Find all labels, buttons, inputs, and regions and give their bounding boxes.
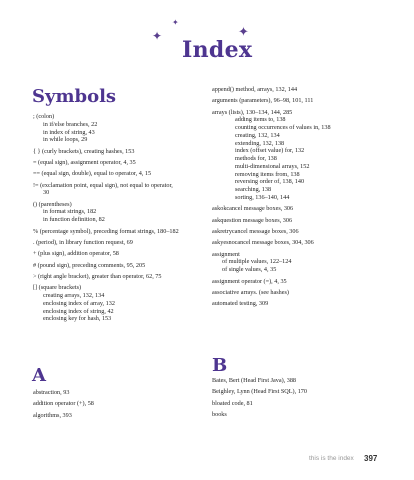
index-column-right: [212, 86, 331, 308]
index-entry: askquestion message boxes, 306: [212, 216, 293, 224]
footer-label: this is the index: [309, 455, 354, 462]
index-entry: removing items from, 138: [235, 170, 300, 178]
index-entry: methods for, 138: [235, 155, 277, 163]
index-entry: counting occurrences of values in, 138: [235, 124, 331, 132]
index-entry: sorting, 136–140, 144: [235, 193, 290, 201]
index-entry: searching, 138: [235, 186, 272, 194]
index-entry: of multiple values, 122–124: [222, 258, 292, 266]
index-column-a: [33, 389, 94, 419]
index-entry: Bates, Bert (Head First Java), 388: [212, 377, 297, 384]
index-entry: creating, 132, 134: [235, 131, 280, 139]
index-entry: extending, 132, 138: [235, 139, 285, 147]
section-heading-b: B: [212, 355, 228, 376]
index-entry: index (offset value) for, 132: [235, 147, 305, 155]
page-number: 397: [364, 454, 378, 463]
index-entry: adding items to, 138: [235, 116, 286, 124]
index-entry: [] (square brackets): [33, 284, 82, 292]
index-entry: () (parentheses): [33, 200, 72, 208]
index-entry: associative arrays. (see hashes): [212, 288, 289, 296]
index-entry: 30: [43, 189, 50, 197]
index-entry: creating arrays, 132, 134: [43, 292, 105, 300]
sparkle-star-icon: ✦: [238, 25, 249, 40]
index-entry: in index of string, 43: [43, 128, 95, 136]
index-entry: algorithms, 393: [33, 411, 72, 419]
index-entry: assignment: [212, 250, 240, 258]
index-entry: askyesnocancel message boxes, 304, 306: [212, 239, 314, 247]
index-entry: assignment operator (=), 4, 35: [212, 277, 287, 285]
index-entry: arguments (parameters), 96–98, 101, 111: [212, 97, 314, 105]
index-entry: arrays (lists), 130–134, 144, 285: [212, 108, 293, 116]
index-entry: = (equal sign), assignment operator, 4, 35: [33, 158, 136, 166]
index-entry: { } (curly brackets), creating hashes, 153: [33, 147, 135, 155]
index-entry: ; (colon): [33, 113, 55, 120]
index-entry: askretrycancel message boxes, 306: [212, 227, 299, 235]
index-entry: == (equal sign, double), equal to operator, 4, 15: [33, 170, 152, 178]
index-entry: abstraction, 93: [33, 389, 70, 396]
section-heading-a: A: [32, 365, 46, 386]
section-heading-symbols: Symbols: [32, 86, 117, 107]
index-entry: addition operator (+), 58: [33, 400, 94, 408]
index-entry: in format strings, 182: [43, 208, 97, 216]
index-entry: append() method, arrays, 132, 144: [212, 86, 298, 93]
index-entry: in function definition, 82: [43, 216, 105, 224]
index-column-symbols: [33, 113, 179, 323]
index-entry: enclosing key for hash, 153: [43, 315, 112, 323]
index-entry: . (period), in library function request, 69: [33, 238, 133, 246]
index-entry: books: [212, 411, 227, 419]
index-entry: bloated code, 81: [212, 399, 253, 407]
sparkle-star-icon: ✦: [172, 18, 179, 27]
index-entry: > (right angle bracket), greater than operator, 62, 75: [33, 272, 162, 280]
index-entry: # (pound sign), preceding comments, 95, 205: [33, 261, 146, 269]
page-title: Index: [182, 37, 253, 63]
index-entry: in if/else branches, 22: [43, 120, 98, 128]
index-entry: enclosing index of string, 42: [43, 307, 114, 315]
index-entry: in while loops, 29: [43, 136, 88, 144]
index-entry: askokcancel message boxes, 306: [212, 205, 294, 213]
index-entry: enclosing index of array, 132: [43, 299, 115, 307]
index-entry: multi-dimensional arrays, 152: [235, 162, 310, 170]
index-entry: Beighley, Lynn (Head First SQL), 170: [212, 388, 307, 396]
index-entry: % (percentage symbol), preceding format strings, 180–182: [33, 227, 179, 235]
index-entry: + (plus sign), addition operator, 58: [33, 250, 119, 258]
sparkle-star-icon: ✦: [152, 29, 163, 43]
index-entry: of single values, 4, 35: [222, 266, 277, 274]
index-entry: automated testing, 309: [212, 300, 269, 308]
index-column-b: [212, 377, 307, 419]
index-entry: reversing order of, 138, 140: [235, 178, 305, 186]
index-entry: != (exclamation point, equal sign), not equal to operator,: [33, 181, 173, 189]
